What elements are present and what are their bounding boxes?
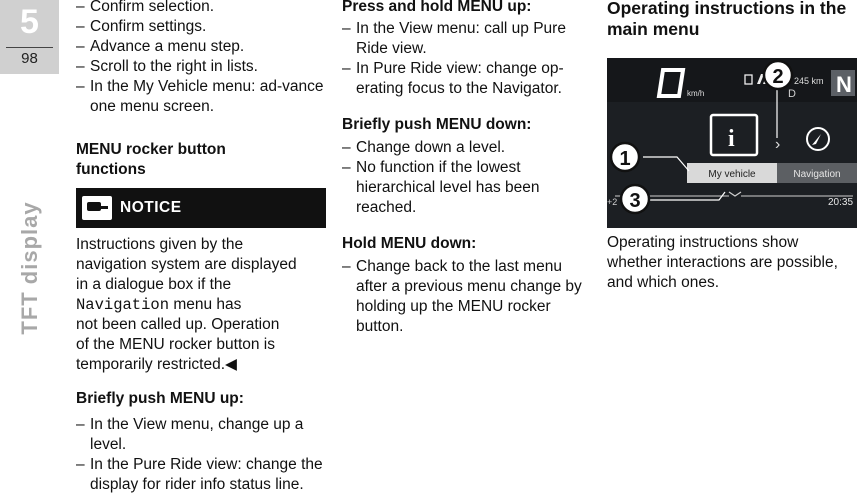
callout-1-label: 1 [619,148,631,170]
notice-line: Instructions given by the [76,236,244,253]
hold-up-list [342,19,587,99]
list-item: – Scroll to the right in lists. [76,57,326,77]
column-2 [342,0,587,337]
operating-instructions-description: Operating instructions show whether interactions are possible, and which ones. [607,234,838,291]
chapter-divider [6,47,53,48]
list-item: – In the View menu: call up Pure Ride view. [342,19,587,59]
confirm-function-list [76,0,326,117]
callout-2-label: 2 [772,66,784,88]
range-readout: 245 km [794,76,824,86]
tab-navigation-label: Navigation [793,169,841,180]
list-item: – In the Pure Ride view: change the display for rider info status line. [76,455,326,495]
list-item: – Confirm settings. [76,17,326,37]
chevron-right-icon: › [775,136,781,153]
chapter-side-title: TFT display [17,201,42,335]
page-number: 98 [21,50,38,67]
tab-my-vehicle-label: My vehicle [708,169,756,180]
push-down-list [342,138,587,218]
callout-3-label: 3 [629,190,641,212]
list-item: – In Pure Ride view: change op-erating focus to the Navigator. [342,59,587,99]
section-title: Operating instructions in the main menu [607,0,847,39]
info-icon: i [728,126,735,152]
notice-text [76,235,326,375]
notice-line-rest: menu has [169,296,242,313]
notice-label: NOTICE [120,199,182,216]
list-item: – Change down a level. [342,138,587,158]
clock: 20:35 [828,197,854,208]
notice-line: in a dialogue box if the [76,276,232,293]
notice-line: temporarily restricted.◀ [76,356,237,373]
push-up-heading: Briefly push MENU up: [76,390,244,407]
column-3 [607,0,857,40]
notice-banner [76,188,326,228]
notice-line: not been called up. Operation [76,316,280,333]
notice-hand-icon [82,196,112,220]
list-item: – Change back to the last menu after a previous menu change by holding up the MENU rocker button. [342,257,587,337]
tft-display-svg [607,58,857,228]
hold-down-list [342,257,587,337]
hold-down-heading: Hold MENU down: [342,235,477,252]
column-1 [76,0,326,495]
list-item: – In the View menu, change up a level. [76,415,326,455]
gear-indicator: N [836,72,852,97]
push-up-list [76,415,326,495]
list-item: – In the My Vehicle menu: ad-vance one menu screen. [76,77,326,117]
list-item: – Confirm selection. [76,0,326,17]
fragment-d: D [788,88,796,100]
chapter-number: 5 [20,3,39,41]
navigation-menu-name: Navigation [76,296,170,314]
hold-up-heading: Press and hold MENU up: [342,0,532,15]
rocker-heading: MENU rocker button functions [76,141,226,178]
list-item: – No function if the lowest hierarchical level has been reached. [342,158,587,218]
push-down-heading: Briefly push MENU down: [342,116,532,133]
tft-display-illustration [607,58,857,228]
notice-line: navigation system are displayed [76,256,297,273]
chapter-tab [0,0,59,74]
list-item: – Advance a menu step. [76,37,326,57]
plus-indicator: +2 [607,197,618,207]
notice-line [76,295,326,315]
notice-line: of the MENU rocker button is [76,336,275,353]
speed-unit: km/h [687,89,705,98]
